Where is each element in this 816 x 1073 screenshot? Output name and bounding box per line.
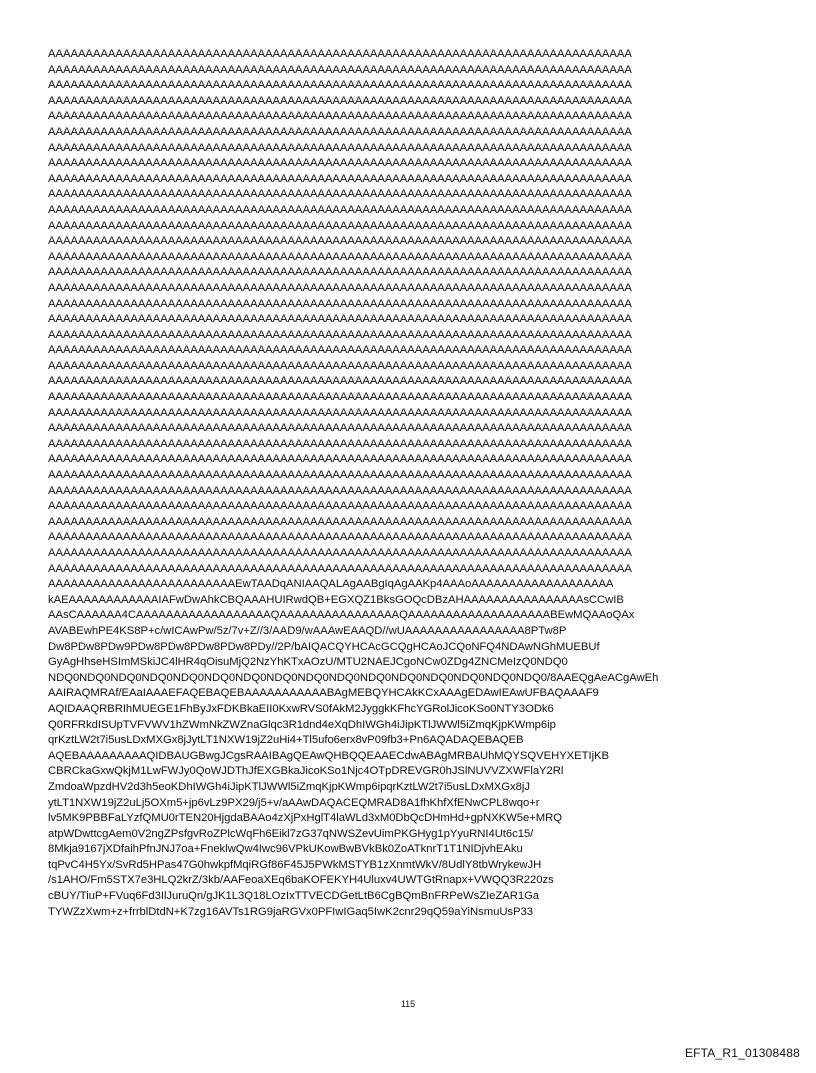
text-line: AAsCAAAAAA4CAAAAAAAAAAAAAAAAAAQAAAAAAAAAAAAAAAAQAAAAAAAAAAAAAAAAAAABEwMQAAoQAx (48, 609, 635, 622)
text-line: CBRCkaGxwQkjM1LwFWJy0QoWJDThJfEXGBkaJicoKSo1Njc4OTpDREVGR0hJSlNUVVZXWFlaY2Rl (48, 765, 564, 778)
text-line: AAAAAAAAAAAAAAAAAAAAAAAAAAAAAAAAAAAAAAAAAAAAAAAAAAAAAAAAAAAAAAAAAAAAAAAAAAAAAA (48, 313, 632, 326)
text-line: AAAAAAAAAAAAAAAAAAAAAAAAAAAAAAAAAAAAAAAAAAAAAAAAAAAAAAAAAAAAAAAAAAAAAAAAAAAAAA (48, 94, 632, 107)
text-line: NDQ0NDQ0NDQ0NDQ0NDQ0NDQ0NDQ0NDQ0NDQ0NDQ0NDQ0NDQ0NDQ0NDQ0NDQ0NDQ0/8AAEQgAeACgAwEh (48, 671, 659, 684)
page-number: 115 (400, 999, 416, 1009)
text-line: qrKztLW2t7i5usLDxMXGx8jJytLT1NXW19jZ2uHi4+Tl5ufo6erx8vP09fb3+Pn6AQADAQEBAQEB (48, 734, 524, 747)
text-line: AAAAAAAAAAAAAAAAAAAAAAAAAAAAAAAAAAAAAAAAAAAAAAAAAAAAAAAAAAAAAAAAAAAAAAAAAAAAAA (48, 500, 632, 513)
text-line: AAAAAAAAAAAAAAAAAAAAAAAAAAAAAAAAAAAAAAAAAAAAAAAAAAAAAAAAAAAAAAAAAAAAAAAAAAAAAA (48, 172, 632, 185)
text-line: AAAAAAAAAAAAAAAAAAAAAAAAAAAAAAAAAAAAAAAAAAAAAAAAAAAAAAAAAAAAAAAAAAAAAAAAAAAAAA (48, 328, 632, 341)
text-line: /s1AHO/Fm5STX7e3HLQ2krZ/3kb/AAFeoaXEq6baKOFEKYH4Uluxv4UWTGtRnapx+VWQQ3R220zs (48, 874, 554, 887)
text-line: AAAAAAAAAAAAAAAAAAAAAAAAAAAAAAAAAAAAAAAAAAAAAAAAAAAAAAAAAAAAAAAAAAAAAAAAAAAAAA (48, 484, 632, 497)
text-line: AAAAAAAAAAAAAAAAAAAAAAAAAAAAAAAAAAAAAAAAAAAAAAAAAAAAAAAAAAAAAAAAAAAAAAAAAAAAAA (48, 375, 632, 388)
text-line: AAAAAAAAAAAAAAAAAAAAAAAAAAAAAAAAAAAAAAAAAAAAAAAAAAAAAAAAAAAAAAAAAAAAAAAAAAAAAA (48, 422, 632, 435)
text-line: AAAAAAAAAAAAAAAAAAAAAAAAAAAAAAAAAAAAAAAAAAAAAAAAAAAAAAAAAAAAAAAAAAAAAAAAAAAAAA (48, 110, 632, 123)
text-line: AAAAAAAAAAAAAAAAAAAAAAAAAAAAAAAAAAAAAAAAAAAAAAAAAAAAAAAAAAAAAAAAAAAAAAAAAAAAAA (48, 391, 632, 404)
text-line: AAAAAAAAAAAAAAAAAAAAAAAAAAAAAAAAAAAAAAAAAAAAAAAAAAAAAAAAAAAAAAAAAAAAAAAAAAAAAA (48, 547, 632, 559)
text-line: Dw8PDw8PDw9PDw8PDw8PDw8PDw8PDy//2P/bAIQACQYHCAcGCQgHCAoJCQoNFQ4NDAwNGhMUEBUf (48, 640, 600, 653)
encoded-text-block (48, 47, 788, 920)
text-line: ZmdoaWpzdHV2d3h5eoKDhIWGh4iJipKTlJWWl5iZmqKjpKWmp6ipqrKztLW2t7i5usLDxMXGx8jJ (48, 780, 530, 793)
text-line: AAAAAAAAAAAAAAAAAAAAAAAAAAAAAAAAAAAAAAAAAAAAAAAAAAAAAAAAAAAAAAAAAAAAAAAAAAAAAA (48, 203, 632, 216)
text-line: AAAAAAAAAAAAAAAAAAAAAAAAAAAAAAAAAAAAAAAAAAAAAAAAAAAAAAAAAAAAAAAAAAAAAAAAAAAAAA (48, 406, 632, 419)
text-line: AAAAAAAAAAAAAAAAAAAAAAAAAAAAAAAAAAAAAAAAAAAAAAAAAAAAAAAAAAAAAAAAAAAAAAAAAAAAAA (48, 281, 632, 294)
text-line: AAAAAAAAAAAAAAAAAAAAAAAAAAAAAAAAAAAAAAAAAAAAAAAAAAAAAAAAAAAAAAAAAAAAAAAAAAAAAA (48, 188, 632, 201)
text-line: AAAAAAAAAAAAAAAAAAAAAAAAAAAAAAAAAAAAAAAAAAAAAAAAAAAAAAAAAAAAAAAAAAAAAAAAAAAAAA (48, 125, 632, 138)
text-line: AAAAAAAAAAAAAAAAAAAAAAAAAAAAAAAAAAAAAAAAAAAAAAAAAAAAAAAAAAAAAAAAAAAAAAAAAAAAAA (48, 562, 632, 575)
document-id: EFTA_R1_01308488 (684, 1046, 800, 1060)
text-line: AAAAAAAAAAAAAAAAAAAAAAAAAAAAAAAAAAAAAAAAAAAAAAAAAAAAAAAAAAAAAAAAAAAAAAAAAAAAAA (48, 515, 632, 528)
text-line: Q0RFRkdISUpTVFVWV1hZWmNkZWZnaGlqc3R1dnd4eXqDhIWGh4iJipKTlJWWl5iZmqKjpKWmp6ip (48, 718, 556, 731)
text-line: 8Mkja9167jXDfaihPfnJNJ7oa+FneklwQw4Iwc96VPkUKowBwBVkBk0ZoATknrT1T1NIDjvhEAku (48, 843, 523, 856)
text-line: AAAAAAAAAAAAAAAAAAAAAAAAAAAAAAAAAAAAAAAAAAAAAAAAAAAAAAAAAAAAAAAAAAAAAAAAAAAAAA (48, 359, 632, 372)
text-line: AAAAAAAAAAAAAAAAAAAAAAAAAAAAAAAAAAAAAAAAAAAAAAAAAAAAAAAAAAAAAAAAAAAAAAAAAAAAAA (48, 437, 632, 450)
text-line: atpWDwttcgAem0V2ngZPsfgvRoZPlcWqFh6Eikl7zG37qNWSZevUimPKGHyg1pYyuRNI4Ut6c15/ (48, 827, 534, 840)
text-line: AAAAAAAAAAAAAAAAAAAAAAAAAAAAAAAAAAAAAAAAAAAAAAAAAAAAAAAAAAAAAAAAAAAAAAAAAAAAAA (48, 297, 632, 310)
text-line: TYWZzXwm+z+frrblDtdN+K7zg16AVTs1RG9jaRGVx0PFIwIGaq5IwK2cnr29qQ59aYiNsmuUsP33 (48, 905, 533, 918)
text-line: AAAAAAAAAAAAAAAAAAAAAAAAAAAAAAAAAAAAAAAAAAAAAAAAAAAAAAAAAAAAAAAAAAAAAAAAAAAAAA (48, 141, 632, 154)
text-line: AAAAAAAAAAAAAAAAAAAAAAAAAAAAAAAAAAAAAAAAAAAAAAAAAAAAAAAAAAAAAAAAAAAAAAAAAAAAAA (48, 235, 632, 248)
text-line: AAAAAAAAAAAAAAAAAAAAAAAAAAAAAAAAAAAAAAAAAAAAAAAAAAAAAAAAAAAAAAAAAAAAAAAAAAAAAA (48, 453, 632, 466)
text-line: AAAAAAAAAAAAAAAAAAAAAAAAAAAAAAAAAAAAAAAAAAAAAAAAAAAAAAAAAAAAAAAAAAAAAAAAAAAAAA (48, 48, 632, 60)
text-line: AAAAAAAAAAAAAAAAAAAAAAAAAAAAAAAAAAAAAAAAAAAAAAAAAAAAAAAAAAAAAAAAAAAAAAAAAAAAAA (48, 63, 632, 76)
text-line: AAIRAQMRAf/EAaIAAAEFAQEBAQEBAAAAAAAAAAABAgMEBQYHCAkKCxAAAgEDAwIEAwUFBAQAAAF9 (48, 687, 599, 700)
text-line: GyAgHhseHSImMSkiJC4lHR4qOisuMjQ2NzYhKTxAOzU/MTU2NAEJCgoNCw0ZDg4ZNCMeIzQ0NDQ0 (48, 656, 568, 669)
text-line: tqPvC4H5Yx/SvRd5HPas47G0hwkpfMqiRGf86F45J5PWkMSTYB1zXnmtWkV/8UdlY8tbWrykewJH (48, 858, 542, 871)
text-line: lv5MK9PBBFaLYzfQMU0rTEN20HjgdaBAAo4zXjPxHglT4laWLd3xM0DbQcDHmHd+gpNXKW5e+MRQ (48, 812, 562, 825)
text-line: AAAAAAAAAAAAAAAAAAAAAAAAAAAAAAAAAAAAAAAAAAAAAAAAAAAAAAAAAAAAAAAAAAAAAAAAAAAAAA (48, 250, 632, 263)
text-line: kAEAAAAAAAAAAAAIAFwDwAhkCBQAAAHUIRwdQB+EGXQZ1BksGOQcDBzAHAAAAAAAAAAAAAAAAsCCwIB (48, 593, 624, 606)
text-line: AAAAAAAAAAAAAAAAAAAAAAAAAAAAAAAAAAAAAAAAAAAAAAAAAAAAAAAAAAAAAAAAAAAAAAAAAAAAAA (48, 469, 632, 482)
text-line: AAAAAAAAAAAAAAAAAAAAAAAAAAAAAAAAAAAAAAAAAAAAAAAAAAAAAAAAAAAAAAAAAAAAAAAAAAAAAA (48, 219, 632, 232)
text-line: AAAAAAAAAAAAAAAAAAAAAAAAAEwTAADqANIAAQALAgAABgIqAgAAKp4AAAoAAAAAAAAAAAAAAAAAAA (48, 578, 614, 591)
text-line: AAAAAAAAAAAAAAAAAAAAAAAAAAAAAAAAAAAAAAAAAAAAAAAAAAAAAAAAAAAAAAAAAAAAAAAAAAAAAA (48, 344, 632, 357)
text-line: AQIDAAQRBRIhMUEGE1FhByJxFDKBkaEII0KxwRVS0fAkM2JyggkKFhcYGRolJicoKSo0NTY3ODk6 (48, 702, 554, 715)
text-line: AAAAAAAAAAAAAAAAAAAAAAAAAAAAAAAAAAAAAAAAAAAAAAAAAAAAAAAAAAAAAAAAAAAAAAAAAAAAAA (48, 531, 632, 544)
text-line: ytLT1NXW19jZ2uLj5OXm5+jp6vLz9PX29/j5+v/aAAwDAQACEQMRAD8A1fhKhfXfENwCPL8wqo+r (48, 796, 540, 809)
text-line: AAAAAAAAAAAAAAAAAAAAAAAAAAAAAAAAAAAAAAAAAAAAAAAAAAAAAAAAAAAAAAAAAAAAAAAAAAAAAA (48, 79, 632, 92)
text-line: AAAAAAAAAAAAAAAAAAAAAAAAAAAAAAAAAAAAAAAAAAAAAAAAAAAAAAAAAAAAAAAAAAAAAAAAAAAAAA (48, 157, 632, 170)
text-line: cBUY/TiuP+FVuq6Fd3IlJuruQn/gJK1L3Q18LOzIxTTVECDGetLtB6CgBQmBnFRPeWsZIeZAR1Ga (48, 890, 540, 903)
text-line: AVABEwhPE4KS8P+c/wICAwPw/5z/7v+Z//3/AAD9/wAAAwEAAQD//wUAAAAAAAAAAAAAAAA8PTw8P (48, 624, 567, 637)
text-line: AAAAAAAAAAAAAAAAAAAAAAAAAAAAAAAAAAAAAAAAAAAAAAAAAAAAAAAAAAAAAAAAAAAAAAAAAAAAAA (48, 266, 632, 279)
text-line: AQEBAAAAAAAAAQIDBAUGBwgJCgsRAAIBAgQEAwQHBQQEAAECdwABAgMRBAUhMQYSQVEHYXETIjKB (48, 749, 610, 762)
